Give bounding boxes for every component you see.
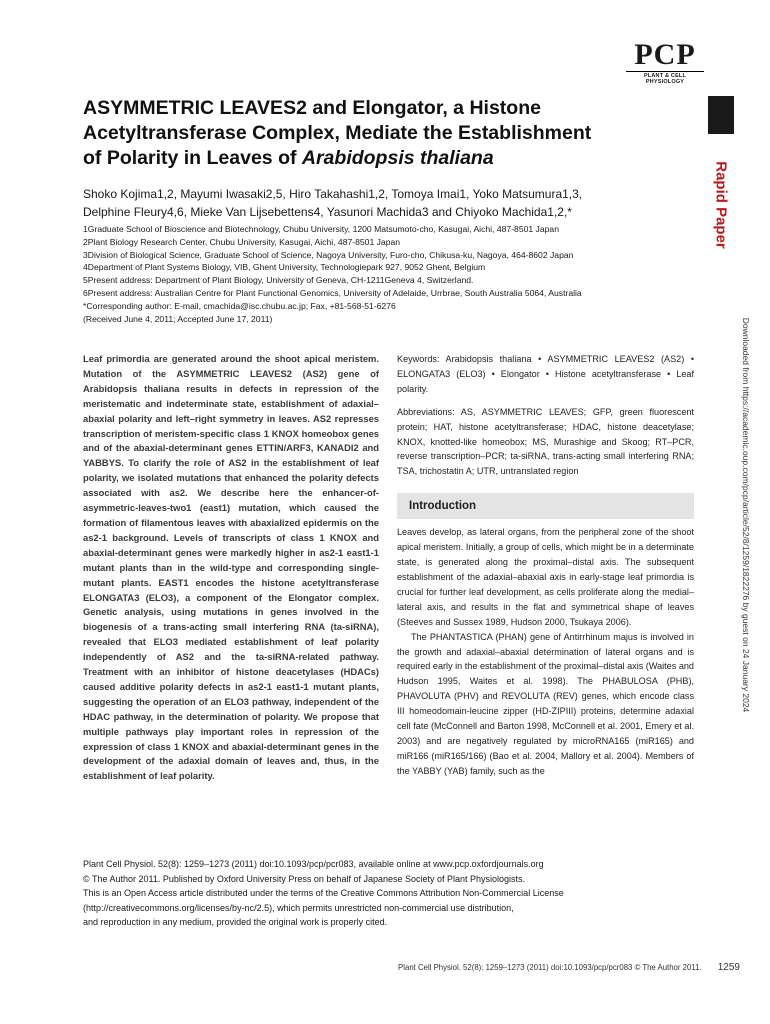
download-note	[739, 280, 753, 750]
abstract-text: Leaf primordia are generated around the shoot apical meristem. Mutation of the ASYMMETRIC LEAVES2 (AS2) gene of Arabidopsis thaliana results in defects in repression of the meristematic and indeterminate state, establishment of adaxial–abaxial polarity and left–right symmetry in leaves. AS2 represses transcription of meristem-specific class 1 KNOX homeobox genes and of the abaxial-determinant genes ETTIN/ARF3, KANADI2 and YABBYS. To clarify the role of AS2 in the establishment of leaf polarity, we isolated mutations that enhanced the polarity defects associated with as2. We describe here the enhancer-of-asymmetric-leaves-two1 (east1) mutation, which caused the formation of filamentous leaves with abaxialized epidermis on the as2-1 background. Levels of transcripts of class 1 KNOX and abaxial-determinant genes were markedly higher in as2-1 east1-1 mutant plants than in the wild-type and corresponding single-mutant plants. EAST1 encodes the histone acetyltransferase ELONGATA3 (ELO3), a component of the Elongator complex. Genetic analysis, using mutations in genes involved in the biogenesis of a trans-acting small interfering RNA (ta-siRNA), revealed that ELO3 mediated establishment of leaf polarity independently of AS2 and the ta-siRNA-related pathway. Treatment with an inhibitor of histone deacetylases (HDACs) caused additive polarity defects in as2-1 east1-1 mutant plants, suggesting the operation of an ELO3 pathway, independent of the HDAC pathway, in the determination of polarity. We propose that multiple pathways play important roles in repression of the expression of class 1 KNOX and abaxial-determinant genes in the development of the adaxial domain of leaves and, thus, in the establishment of leaf polarity.	[83, 353, 379, 782]
citation-line-2: © The Author 2011. Published by Oxford University Press on behalf of Japanese Society of Plant Physiologists.	[83, 873, 526, 884]
download-note-text[interactable]: Downloaded from https://academic.oup.com/pcp/article/52/8/1259/1822276 by guest on 24 January 2024	[741, 317, 751, 713]
author-list	[83, 185, 703, 221]
abbreviations: Abbreviations: AS, ASYMMETRIC LEAVES; GFP, green fluorescent protein; HAT, histone acetyltransferase; HDAC, histone deacetylase; KNOX, knotted-like homeobox; MS, Murashige and Skoog; RT–PCR, reverse transcription–PCR; ta-siRNA, trans-acting small interfering RNA; TSA, trichostatin A; UTR, untranslated region	[397, 406, 694, 477]
article-title	[83, 96, 703, 171]
journal-logo-abbr: PCP	[634, 38, 696, 71]
corresponding-author[interactable]: *Corresponding author: E-mail, cmachida@isc.chubu.ac.jp; Fax, +81-568-51-6276	[83, 300, 396, 311]
title-accent-bar	[708, 96, 734, 134]
citation-line-5: and reproduction in any medium, provided the original work is properly cited.	[83, 917, 388, 927]
citation-line-4[interactable]: (http://creativecommons.org/licenses/by-nc/2.5), which permits unrestricted non-commercial use distribution,	[83, 902, 514, 913]
introduction-heading: Introduction	[397, 493, 694, 519]
journal-logo-name: PLANT & CELL PHYSIOLOGY	[643, 73, 687, 85]
page-number: 1259	[717, 962, 740, 973]
citation-line-1: Plant Cell Physiol. 52(8): 1259–1273 (2011) doi:10.1093/pcp/pcr083, available online at www.pcp.oxfordjournals.org	[83, 859, 544, 869]
affiliation-2: 2Plant Biology Research Center, Chubu University, Kasugai, Aichi, 487-8501 Japan	[83, 236, 401, 247]
affiliation-3: 3Division of Biological Science, Graduate School of Science, Nagoya University, Furo-cho, Chikusa-ku, Nagoya, 464-8602 Japan	[83, 249, 574, 260]
footer-citation: Plant Cell Physiol. 52(8): 1259–1273 (2011) doi:10.1093/pcp/pcr083 © The Author 2011.	[398, 963, 702, 972]
citation-block	[83, 857, 703, 930]
article-type-label	[708, 140, 734, 270]
affiliations	[83, 223, 703, 325]
logo-rule	[626, 71, 704, 72]
intro-paragraph-1: Leaves develop, as lateral organs, from the peripheral zone of the shoot apical meristem. Initially, a group of cells, which might be in a determinate state, is generated along the proximal–distal axis. The subsequent establishment of the adaxial–abaxial axis in early-stage leaf primordia is crucial for further leaf development, as cells proliferate along the medial–lateral axis, and results in the flat and symmetrical shape of leaves (Steeves and Sussex 1989, Hudson 2000, Tsukaya 2006).	[397, 527, 694, 627]
affiliation-1: 1Graduate School of Bioscience and Biotechnology, Chubu University, 1200 Matsumoto-cho, Kasugai, Aichi, 487-8501 Japan	[83, 224, 559, 234]
title-line-1: ASYMMETRIC LEAVES2 and Elongator, a Histone	[83, 97, 541, 119]
title-line-2: Acetyltransferase Complex, Mediate the Establishment	[83, 122, 592, 144]
page-footer	[330, 962, 740, 973]
journal-logo	[626, 40, 704, 85]
affiliation-6: 6Present address: Australian Centre for Plant Functional Genomics, University of Adelaide, Urrbrae, South Australia 5064, Australia	[83, 287, 582, 298]
right-column	[397, 352, 694, 779]
title-line-3-prefix: of Polarity in Leaves of	[83, 147, 302, 169]
authors-line-1: Shoko Kojima1,2, Mayumi Iwasaki2,5, Hiro Takahashi1,2, Tomoya Imai1, Yoko Matsumura1,3,	[83, 187, 583, 201]
intro-paragraph-2: The PHANTASTICA (PHAN) gene of Antirrhinum majus is involved in the growth and adaxial–abaxial determination of lateral organs and is required early in the establishment of the proximal–distal axis (Waites and Hudson 1995, Waites et al. 1998). The PHABULOSA (PHB), PHAVOLUTA (PHV) and REVOLUTA (REV) genes, which encode class III homeodomain-leucine zipper (HD-ZIPIII) proteins, determine adaxial cell fate (McConnell and Barton 1998, McConnell et al. 2001, Emery et al. 2003) and are negatively regulated by microRNA165 (miR165) and miR166 (miR165/166) (Bao et al. 2004, Mallory et al. 2004). Members of the YABBY (YAB) family, such as the	[397, 631, 694, 776]
article-type-text: Rapid Paper	[712, 161, 730, 249]
affiliation-5: 5Present address: Department of Plant Biology, University of Geneva, CH-1211Geneva 4, Switzerland.	[83, 275, 474, 286]
authors-line-2: Delphine Fleury4,6, Mieke Van Lijsebettens4, Yasunori Machida3 and Chiyoko Machida1,2,*	[83, 205, 572, 219]
received-accepted-dates: (Received June 4, 2011; Accepted June 17, 2011)	[83, 313, 273, 324]
affiliation-4: 4Department of Plant Systems Biology, VIB, Ghent University, Technologiepark 927, 9052 Ghent, Belgium	[83, 262, 486, 273]
keywords: Keywords: Arabidopsis thaliana • ASYMMETRIC LEAVES2 (AS2) • ELONGATA3 (ELO3) • Elongator • Histone acetyltransferase • Leaf polarity.	[397, 354, 694, 394]
citation-line-3: This is an Open Access article distributed under the terms of the Creative Commons Attribution Non-Commercial License	[83, 888, 564, 898]
title-species: Arabidopsis thaliana	[301, 147, 494, 169]
abstract	[83, 352, 379, 784]
